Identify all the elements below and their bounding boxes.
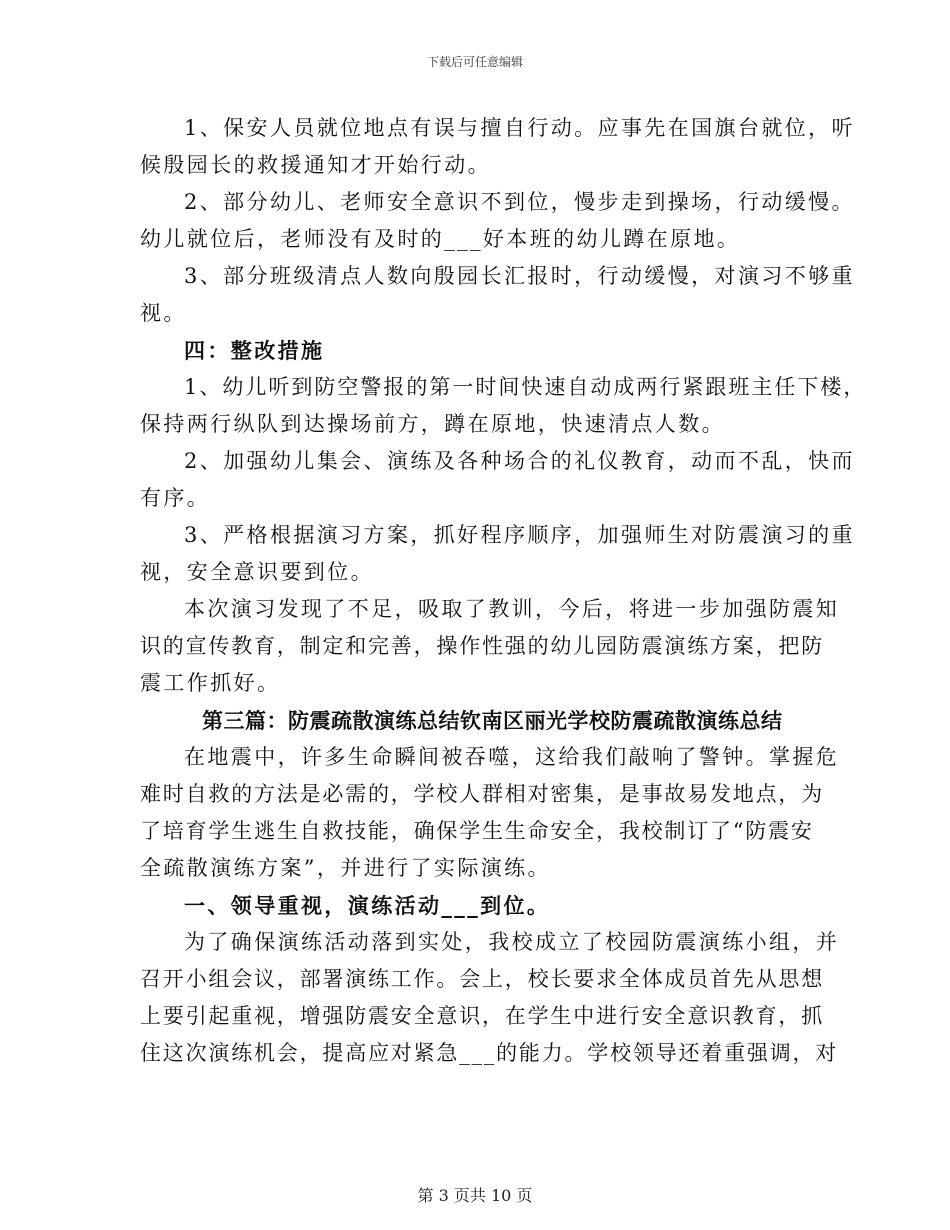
- section-heading: 一、领导重视，演练活动___到位。: [184, 893, 551, 918]
- paragraph-line: 1、保安人员就位地点有误与擅自行动。应事先在国旗台就位，听: [184, 116, 855, 140]
- paragraph-line: 难时自救的方法是必需的，学校人群相对密集，是事故易发地点，为: [140, 782, 824, 806]
- paragraph-line: 震工作抓好。: [140, 671, 281, 695]
- paragraph-line: 住这次演练机会，提高应对紧急___的能力。学校领导还着重强调，对: [140, 1041, 839, 1065]
- paragraph-line: 视，安全意识要到位。: [140, 560, 374, 584]
- paragraph-line: 上要引起重视，增强防震安全意识，在学生中进行安全意识教育，抓: [140, 1004, 824, 1028]
- paragraph-line: 幼儿就位后，老师没有及时的___好本班的幼儿蹲在原地。: [140, 227, 741, 251]
- paragraph-line: 为了确保演练活动落到实处，我校成立了校园防震演练小组，并: [184, 930, 840, 954]
- paragraph-line: 视。: [140, 301, 187, 325]
- paragraph-line: 1、幼儿听到防空警报的第一时间快速自动成两行紧跟班主任下楼，: [184, 375, 867, 399]
- paragraph-line: 召开小组会议，部署演练工作。会上，校长要求全体成员首先从思想: [140, 967, 824, 991]
- paragraph-line: 候殷园长的救援通知才开始行动。: [140, 153, 491, 177]
- paragraph-line: 有序。: [140, 486, 211, 510]
- paragraph-line: 2、加强幼儿集会、演练及各种场合的礼仪教育，动而不乱，快而: [184, 449, 855, 473]
- paragraph-line: 3、严格根据演习方案，抓好程序顺序，加强师生对防震演习的重: [184, 523, 855, 547]
- document-body: [140, 110, 867, 1072]
- paragraph-line: 本次演习发现了不足，吸取了教训，今后，将进一步加强防震知: [184, 597, 840, 621]
- page-footer: 第 3 页共 10 页: [417, 1186, 533, 1205]
- paragraph-line: 保持两行纵队到达操场前方，蹲在原地，快速清点人数。: [140, 412, 725, 436]
- section-heading: 四：整改措施: [184, 338, 325, 363]
- paragraph-line: 识的宣传教育，制定和完善，操作性强的幼儿园防震演练方案，把防: [140, 634, 824, 658]
- article-title: 第三篇：防震疏散演练总结钦南区丽光学校防震疏散演练总结: [202, 708, 783, 733]
- paragraph-line: 在地震中，许多生命瞬间被吞噬，这给我们敲响了警钟。掌握危: [184, 745, 840, 769]
- paragraph-line: 全疏散演练方案”，并进行了实际演练。: [140, 856, 551, 880]
- paragraph-line: 3、部分班级清点人数向殷园长汇报时，行动缓慢，对演习不够重: [184, 264, 855, 288]
- paragraph-line: 了培育学生逃生自救技能，确保学生生命安全，我校制订了“防震安: [140, 819, 814, 843]
- paragraph-line: 2、部分幼儿、老师安全意识不到位，慢步走到操场，行动缓慢。: [184, 190, 855, 214]
- page-header: 下载后可任意编辑: [426, 55, 523, 69]
